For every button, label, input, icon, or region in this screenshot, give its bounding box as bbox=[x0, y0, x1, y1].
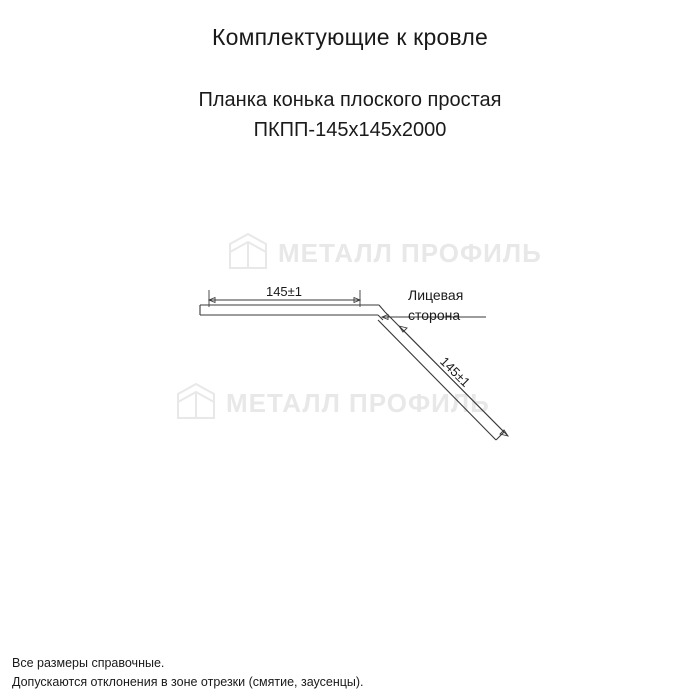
face-side-callout bbox=[382, 287, 486, 323]
watermark-lower bbox=[178, 384, 490, 418]
product-heading bbox=[0, 85, 700, 145]
dimension-diagonal bbox=[399, 326, 508, 436]
watermark-upper bbox=[230, 234, 542, 268]
svg-text:МЕТАЛЛ ПРОФИЛЬ: МЕТАЛЛ ПРОФИЛЬ bbox=[226, 388, 490, 418]
footer-notes bbox=[12, 654, 688, 692]
dimension-top bbox=[209, 284, 360, 307]
dimension-top-label: 145±1 bbox=[265, 284, 303, 299]
page-header bbox=[0, 22, 700, 52]
product-name: Планка конька плоского простая bbox=[198, 89, 502, 111]
dimension-diagonal-label: 145±1 bbox=[437, 353, 474, 390]
face-side-label-line2: сторона bbox=[408, 307, 461, 323]
footer-note-2: Допускаются отклонения в зоне отрезки (смятие, заусенцы). bbox=[12, 675, 364, 689]
footer-note-1: Все размеры справочные. bbox=[12, 656, 165, 670]
svg-text:МЕТАЛЛ ПРОФИЛЬ: МЕТАЛЛ ПРОФИЛЬ bbox=[278, 238, 542, 268]
face-side-label-line1: Лицевая bbox=[408, 287, 464, 303]
page-title: Комплектующие к кровле bbox=[212, 24, 488, 50]
product-code: ПКПП-145x145x2000 bbox=[253, 119, 447, 141]
technical-drawing bbox=[0, 170, 700, 630]
